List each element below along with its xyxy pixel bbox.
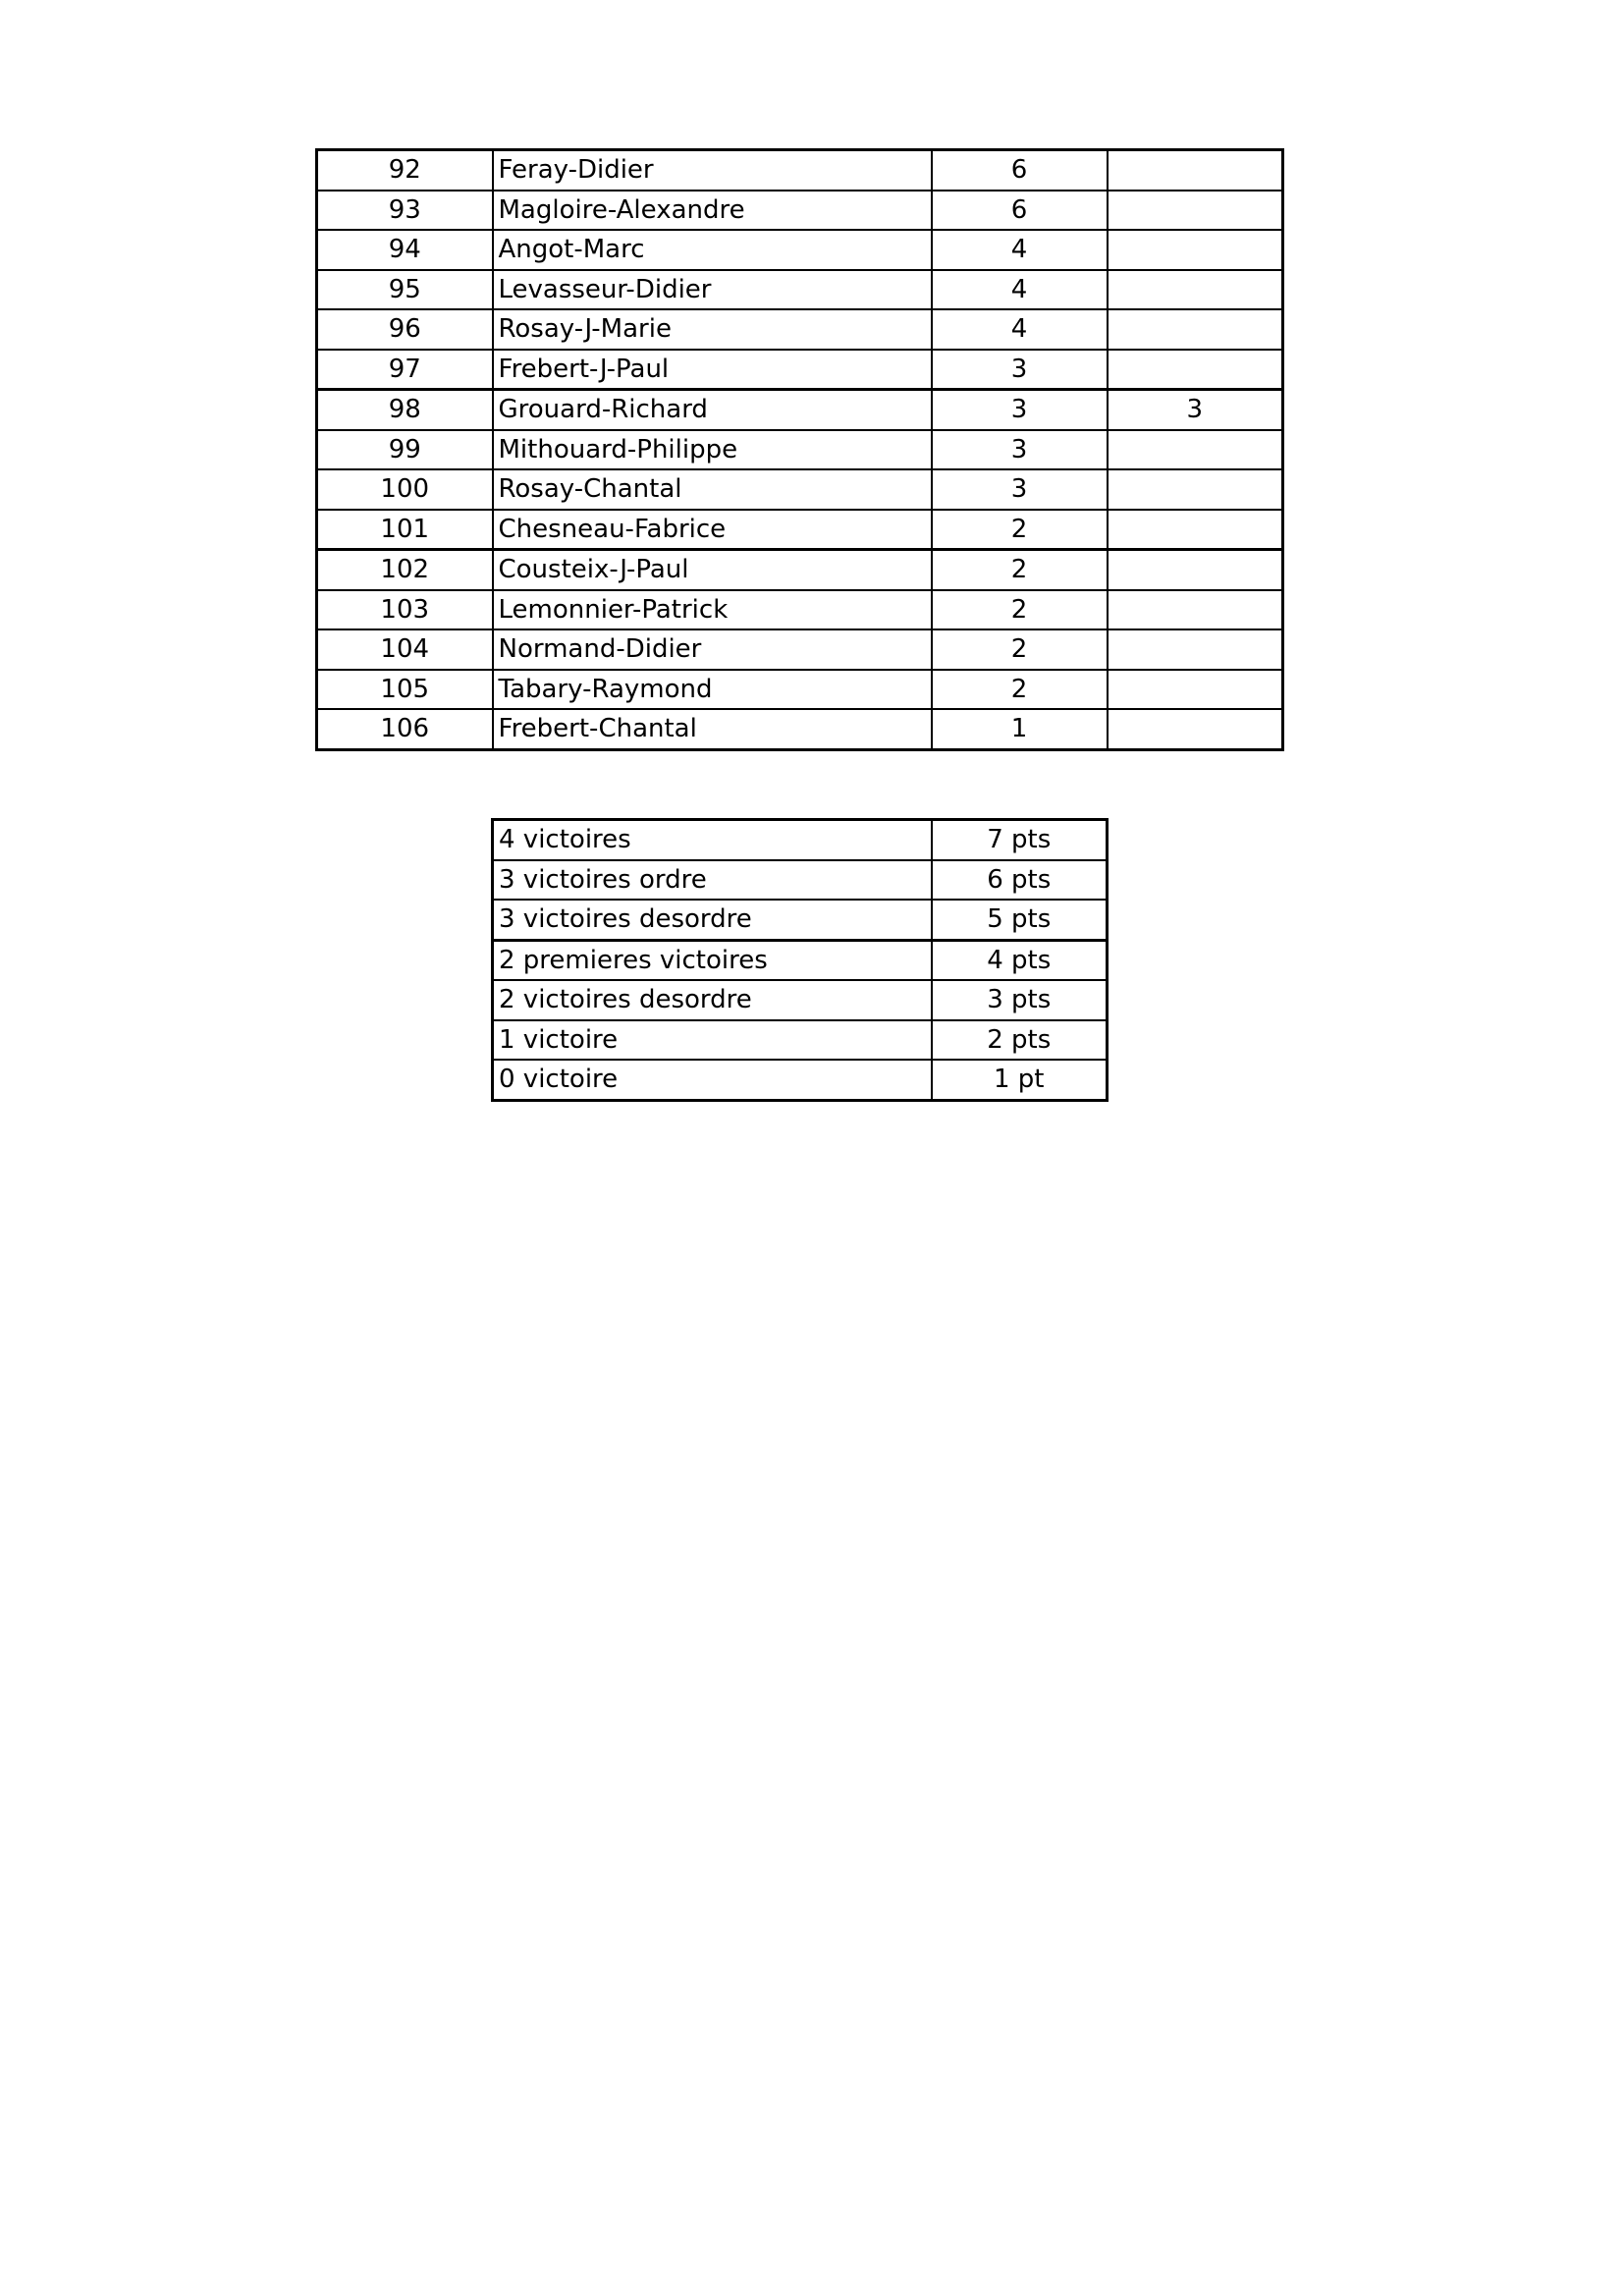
extra-cell — [1108, 670, 1283, 710]
player-name-cell: Grouard-Richard — [493, 390, 932, 430]
extra-cell — [1108, 270, 1283, 310]
table-row — [317, 230, 1283, 270]
points-cell: 4 — [932, 309, 1108, 350]
extra-cell — [1108, 430, 1283, 470]
points-cell: 2 — [932, 629, 1108, 670]
points-cell: 1 — [932, 709, 1108, 749]
player-name-cell: Feray-Didier — [493, 150, 932, 191]
rank-cell: 96 — [317, 309, 493, 350]
rank-cell: 98 — [317, 390, 493, 430]
table-row — [317, 709, 1283, 749]
player-name-cell: Rosay-J-Marie — [493, 309, 932, 350]
scoring-label-cell: 4 victoires — [493, 820, 932, 860]
table-row — [317, 590, 1283, 630]
player-name-cell: Chesneau-Fabrice — [493, 510, 932, 550]
scoring-points-cell: 1 pt — [932, 1060, 1108, 1100]
scoring-points-cell: 4 pts — [932, 940, 1108, 980]
player-name-cell: Mithouard-Philippe — [493, 430, 932, 470]
table-row — [317, 629, 1283, 670]
scoring-label-cell: 3 victoires desordre — [493, 900, 932, 940]
table-row — [493, 820, 1108, 860]
player-name-cell: Tabary-Raymond — [493, 670, 932, 710]
rank-cell: 93 — [317, 191, 493, 231]
table-row — [317, 191, 1283, 231]
scoring-points-cell: 7 pts — [932, 820, 1108, 860]
points-cell: 3 — [932, 390, 1108, 430]
scoring-table — [491, 818, 1109, 1102]
scoring-points-cell: 6 pts — [932, 860, 1108, 901]
table-row — [317, 390, 1283, 430]
player-name-cell: Angot-Marc — [493, 230, 932, 270]
rank-cell: 94 — [317, 230, 493, 270]
rank-cell: 105 — [317, 670, 493, 710]
player-name-cell: Levasseur-Didier — [493, 270, 932, 310]
extra-cell: 3 — [1108, 390, 1283, 430]
scoring-label-cell: 3 victoires ordre — [493, 860, 932, 901]
table-row — [317, 550, 1283, 590]
rank-cell: 95 — [317, 270, 493, 310]
points-cell: 6 — [932, 150, 1108, 191]
table-row — [493, 1020, 1108, 1061]
points-cell: 2 — [932, 670, 1108, 710]
scoring-points-cell: 2 pts — [932, 1020, 1108, 1061]
points-cell: 3 — [932, 350, 1108, 390]
rank-cell: 100 — [317, 469, 493, 510]
rank-cell: 101 — [317, 510, 493, 550]
points-cell: 2 — [932, 590, 1108, 630]
points-cell: 3 — [932, 469, 1108, 510]
rank-cell: 103 — [317, 590, 493, 630]
extra-cell — [1108, 709, 1283, 749]
points-cell: 4 — [932, 230, 1108, 270]
table-row — [317, 350, 1283, 390]
scoring-points-cell: 5 pts — [932, 900, 1108, 940]
points-cell: 4 — [932, 270, 1108, 310]
extra-cell — [1108, 230, 1283, 270]
extra-cell — [1108, 309, 1283, 350]
extra-cell — [1108, 191, 1283, 231]
extra-cell — [1108, 629, 1283, 670]
scoring-points-cell: 3 pts — [932, 980, 1108, 1020]
rank-cell: 92 — [317, 150, 493, 191]
player-name-cell: Cousteix-J-Paul — [493, 550, 932, 590]
table-row — [493, 1060, 1108, 1100]
player-name-cell: Normand-Didier — [493, 629, 932, 670]
points-cell: 2 — [932, 510, 1108, 550]
extra-cell — [1108, 550, 1283, 590]
extra-cell — [1108, 510, 1283, 550]
table-row — [493, 860, 1108, 901]
points-cell: 3 — [932, 430, 1108, 470]
player-name-cell: Frebert-Chantal — [493, 709, 932, 749]
extra-cell — [1108, 469, 1283, 510]
table-row — [493, 940, 1108, 980]
points-cell: 6 — [932, 191, 1108, 231]
table-row — [317, 670, 1283, 710]
player-name-cell: Frebert-J-Paul — [493, 350, 932, 390]
rank-cell: 99 — [317, 430, 493, 470]
ranking-table — [315, 148, 1284, 751]
rank-cell: 106 — [317, 709, 493, 749]
scoring-label-cell: 1 victoire — [493, 1020, 932, 1061]
extra-cell — [1108, 350, 1283, 390]
rank-cell: 97 — [317, 350, 493, 390]
extra-cell — [1108, 150, 1283, 191]
rank-cell: 102 — [317, 550, 493, 590]
table-row — [493, 980, 1108, 1020]
player-name-cell: Magloire-Alexandre — [493, 191, 932, 231]
table-row — [317, 430, 1283, 470]
points-cell: 2 — [932, 550, 1108, 590]
scoring-label-cell: 0 victoire — [493, 1060, 932, 1100]
scoring-label-cell: 2 premieres victoires — [493, 940, 932, 980]
table-row — [493, 900, 1108, 940]
player-name-cell: Rosay-Chantal — [493, 469, 932, 510]
player-name-cell: Lemonnier-Patrick — [493, 590, 932, 630]
table-row — [317, 150, 1283, 191]
table-row — [317, 309, 1283, 350]
scoring-label-cell: 2 victoires desordre — [493, 980, 932, 1020]
table-row — [317, 270, 1283, 310]
rank-cell: 104 — [317, 629, 493, 670]
table-row — [317, 510, 1283, 550]
table-row — [317, 469, 1283, 510]
extra-cell — [1108, 590, 1283, 630]
